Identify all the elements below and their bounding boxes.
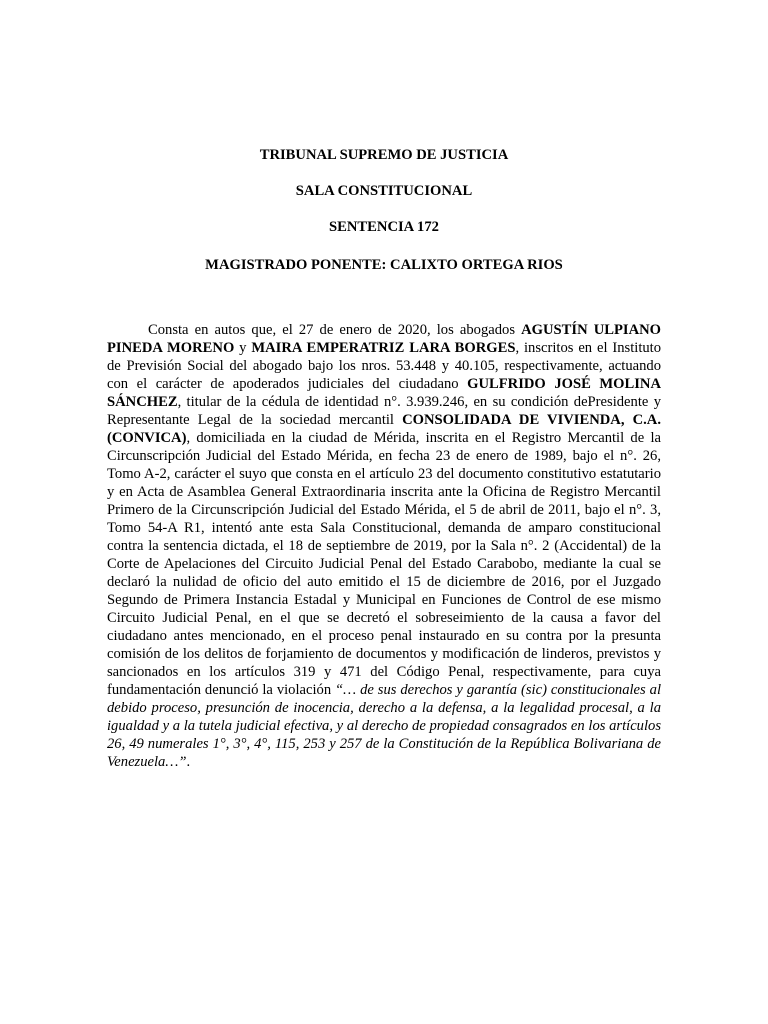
paragraph-text: , titular de la cédula de identidad n°. 3.939.246, en su condición dePresidente y Representante Legal de la sociedad mercantil	[107, 393, 661, 428]
sentence-heading: SENTENCIA 172	[329, 219, 439, 235]
paragraph-text: .	[186, 753, 191, 770]
paragraph-text: y	[234, 339, 252, 356]
paragraph-text: , domiciliada en la ciudad de Mérida, inscrita en el Registro Mercantil de la Circunscripción Judicial del Estado Mérida, en fecha 23 de enero de 1989, bajo el n°. 26, Tomo A-2, carácter el suyo que consta en el artículo 23 del documento constitutivo estatutario y en Acta de Asamblea General Extraordinaria inscrita ante la Oficina de Registro Mercantil Primero de la Circunscripción Judicial del Estado Mérida, el 5 de abril de 2011, bajo el n°. 3, Tomo 54-A R1, intentó ante esta Sala Constitucional, demanda de amparo constitucional contra la sentencia dictada, el 18 de septiembre de 2019, por la Sala n°. 2 (Accidental) de la Corte de Apelaciones del Circuito Judicial Penal del Estado Carabobo, mediante la cual se declaró la nulidad de oficio del auto emitido el 15 de diciembre de 2016, por el Juzgado Segundo de Primera Instancia Estadal y Municipal en Funciones de Control de ese mismo Circuito Judicial Penal, en el que se decretó el sobreseimiento de la causa a favor del ciudadano antes mencionado, en el proceso penal instaurado en su contra por la presunta comisión de los delitos de forjamiento de documentos y modificación de linderos, previstos y sancionados en los artículos 319 y 471 del Código Penal, respectivamente, para cuya fundamentación denunció la violación	[107, 429, 661, 698]
body-paragraph	[107, 321, 661, 771]
paragraph-text: , inscritos en el Instituto de Previsión Social del abogado bajo los nros. 53.448 y 40.105, respectivamente, actuando con el carácter de apoderados judiciales del ciudadano	[107, 339, 662, 392]
citizen-name: GULFRIDO JOSÉ MOLINA SÁNCHEZ	[107, 375, 662, 410]
magistrate-heading: MAGISTRADO PONENTE: CALIXTO ORTEGA RIOS	[205, 257, 563, 273]
chamber-heading: SALA CONSTITUCIONAL	[295, 183, 473, 199]
court-heading: TRIBUNAL SUPREMO DE JUSTICIA	[259, 147, 509, 163]
lawyer-name-2: MAIRA EMPERATRIZ LARA BORGES	[251, 339, 516, 356]
quoted-violation: “… de sus derechos y garantía (sic) constitucionales al debido proceso, presunción de inocencia, derecho a la defensa, a la legalidad procesal, a la igualdad y a la tutela judicial efectiva, y al derecho de propiedad consagrados en los artículos 26, 49 numerales 1°, 3°, 4°, 115, 253 y 257 de la Constitución de la República Bolivariana de Venezuela…”	[107, 681, 661, 770]
paragraph-text: Consta en autos que, el 27 de enero de 2020, los abogados	[148, 321, 522, 338]
lawyer-name-1: AGUSTÍN ULPIANO PINEDA MORENO	[107, 321, 662, 356]
company-name: CONSOLIDADA DE VIVIENDA, C.A. (CONVICA)	[107, 411, 661, 446]
